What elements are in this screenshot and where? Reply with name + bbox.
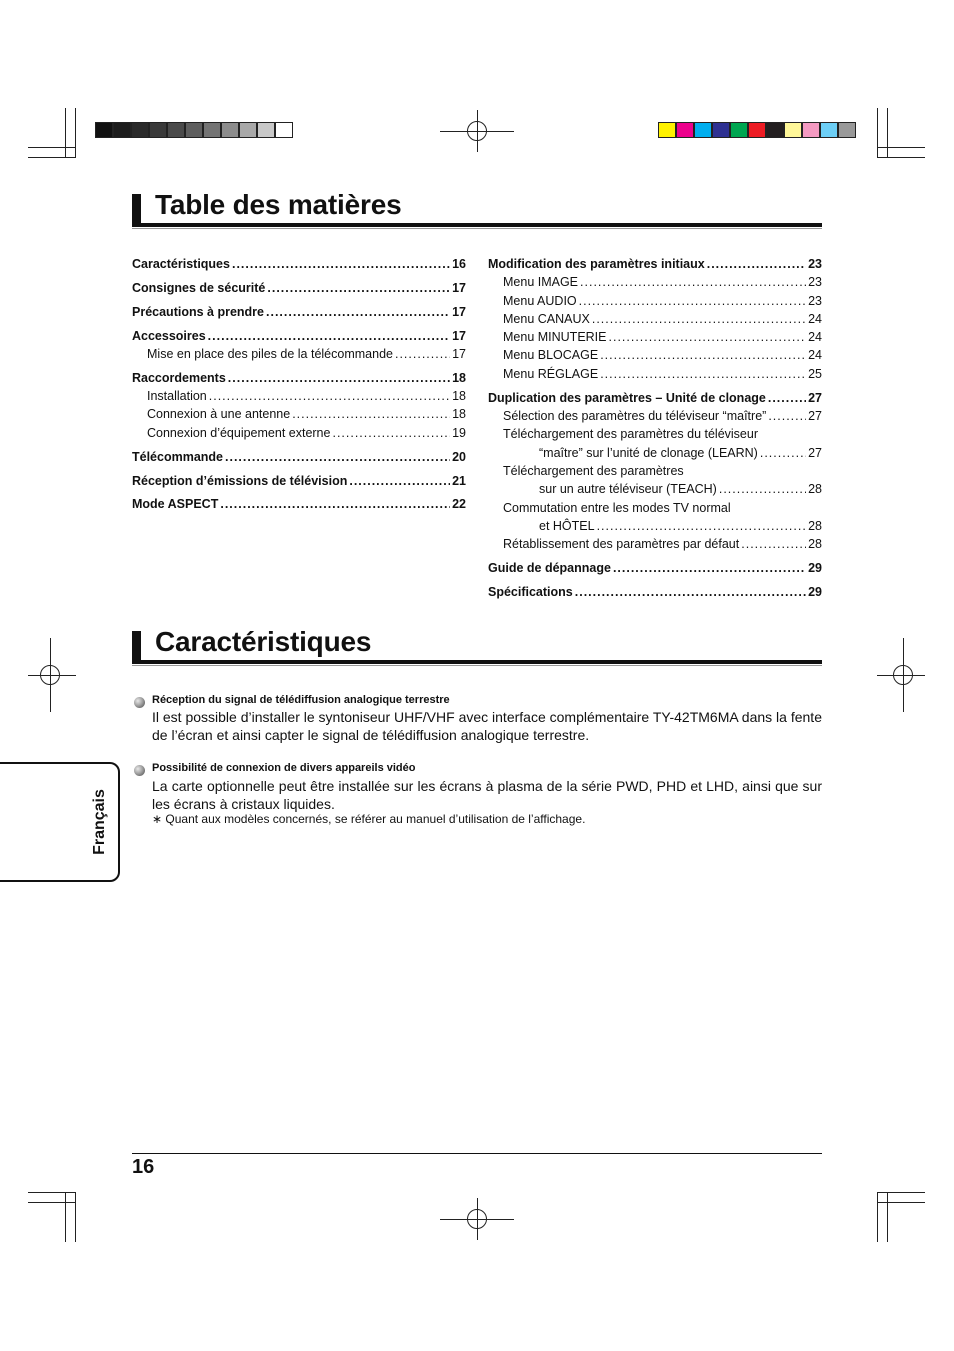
heading-rule-shadow <box>132 228 822 229</box>
toc-entry <box>488 519 822 534</box>
toc-entry <box>488 446 822 461</box>
toc-entry <box>488 330 822 345</box>
color-swatch <box>149 122 167 138</box>
toc-entry-label: Installation <box>147 389 207 403</box>
heading-rule-shadow <box>132 665 822 666</box>
dot-leader <box>208 329 450 344</box>
toc-entry <box>488 482 822 497</box>
toc-entry <box>488 294 822 309</box>
toc-entry-label: Menu MINUTERIE <box>503 330 607 344</box>
toc-entry-page: 24 <box>808 312 822 326</box>
color-swatch <box>838 122 856 138</box>
toc-entry <box>132 371 466 386</box>
color-swatch <box>95 122 113 138</box>
dot-leader <box>395 347 450 362</box>
dot-leader <box>719 482 806 497</box>
toc-entry <box>132 407 466 422</box>
toc-entry-page: 27 <box>808 446 822 460</box>
color-swatch <box>712 122 730 138</box>
toc-entry-label: Accessoires <box>132 329 206 343</box>
page-number: 16 <box>132 1156 155 1178</box>
dot-leader <box>266 305 450 320</box>
toc-entry <box>132 281 466 296</box>
toc-entry <box>488 275 822 290</box>
toc-entry-page: 17 <box>452 305 466 319</box>
color-swatch <box>167 122 185 138</box>
toc-entry-label: Réception d’émissions de télévision <box>132 474 348 488</box>
feature-title: Possibilité de connexion de divers appareils vidéo <box>152 762 416 774</box>
color-swatch <box>239 122 257 138</box>
toc-entry <box>488 585 822 600</box>
color-swatch <box>113 122 131 138</box>
dot-leader <box>349 474 450 489</box>
toc-entry-page: 28 <box>808 519 822 533</box>
toc-entry <box>132 305 466 320</box>
color-swatch <box>694 122 712 138</box>
toc-entry-page: 24 <box>808 348 822 362</box>
dot-leader <box>600 348 806 363</box>
toc-entry-page: 17 <box>452 329 466 343</box>
toc-entry-label: Spécifications <box>488 585 573 599</box>
toc-entry-label: Connexion d’équipement externe <box>147 426 331 440</box>
color-swatch <box>185 122 203 138</box>
feature-text: Il est possible d’installer le syntoniseur UHF/VHF avec interface complémentaire TY-42TM6MA dans la fente de l’écran et ainsi capter le signal de télédiffusion analogique terrestre. <box>152 709 822 743</box>
toc-entry <box>132 257 466 272</box>
toc-entry-page: 19 <box>452 426 466 440</box>
color-swatch <box>748 122 766 138</box>
heading-rule <box>132 223 822 227</box>
dot-leader <box>232 257 450 272</box>
heading-bar <box>132 631 141 663</box>
dot-leader <box>228 371 450 386</box>
toc-right-column <box>488 257 822 602</box>
dot-leader <box>225 450 450 465</box>
toc-entry-label: Raccordements <box>132 371 226 385</box>
grayscale-color-bar <box>95 122 293 138</box>
heading-rule <box>132 660 822 664</box>
color-swatch <box>766 122 784 138</box>
dot-leader <box>209 389 450 404</box>
dot-leader <box>579 294 806 309</box>
toc-left-column <box>132 257 466 517</box>
toc-entry-page: 16 <box>452 257 466 271</box>
toc-entry <box>132 389 466 404</box>
color-swatch <box>257 122 275 138</box>
toc-entry: Téléchargement des paramètres du téléviseur <box>503 427 758 441</box>
toc-entry-label: Sélection des paramètres du téléviseur “maître” <box>503 409 767 423</box>
color-swatch <box>131 122 149 138</box>
toc-entry-label: “maître” sur l’unité de clonage (LEARN) <box>539 446 758 460</box>
toc-entry-label: Connexion à une antenne <box>147 407 291 421</box>
toc-entry-page: 29 <box>808 585 822 599</box>
toc-entry-page: 17 <box>452 347 466 361</box>
process-color-bar <box>658 122 856 138</box>
heading-bar <box>132 194 141 226</box>
toc-entry: Commutation entre les modes TV normal <box>503 501 731 515</box>
dot-leader <box>741 537 806 552</box>
footnote: ∗ Quant aux modèles concernés, se référer au manuel d’utilisation de l’affichage. <box>152 812 586 826</box>
toc-entry <box>488 561 822 576</box>
features-title: Caractéristiques <box>155 626 372 657</box>
toc-entry-page: 27 <box>808 409 822 423</box>
color-swatch <box>203 122 221 138</box>
toc-entry-page: 29 <box>808 561 822 575</box>
toc-entry <box>132 347 466 362</box>
color-swatch <box>784 122 802 138</box>
toc-entry-page: 23 <box>808 294 822 308</box>
toc-entry <box>488 537 822 552</box>
toc-entry-label: Menu IMAGE <box>503 275 579 289</box>
toc-entry <box>132 426 466 441</box>
toc-entry-page: 21 <box>452 474 466 488</box>
toc-entry-label: Rétablissement des paramètres par défaut <box>503 537 740 551</box>
color-swatch <box>820 122 838 138</box>
toc-entry: Téléchargement des paramètres <box>503 464 684 478</box>
toc-entry-page: 22 <box>452 497 466 511</box>
toc-entry-page: 25 <box>808 367 822 381</box>
toc-entry <box>488 409 822 424</box>
bullet-icon <box>134 765 145 776</box>
dot-leader <box>292 407 450 422</box>
toc-entry <box>132 450 466 465</box>
color-swatch <box>275 122 293 138</box>
dot-leader <box>580 275 806 290</box>
toc-entry-label: Précautions à prendre <box>132 305 264 319</box>
toc-entry-page: 17 <box>452 281 466 295</box>
feature-text: La carte optionnelle peut être installée sur les écrans à plasma de la série PWD, PHD et LHD, ainsi que sur les écrans à cristaux liquides. <box>152 778 822 812</box>
toc-entry-page: 20 <box>452 450 466 464</box>
dot-leader <box>613 561 806 576</box>
toc-entry <box>488 391 822 406</box>
toc-entry-label: Mode ASPECT <box>132 497 219 511</box>
toc-entry-page: 28 <box>808 537 822 551</box>
footer-rule <box>132 1153 822 1154</box>
toc-entry <box>488 367 822 382</box>
dot-leader <box>592 312 806 327</box>
color-swatch <box>802 122 820 138</box>
dot-leader <box>600 367 806 382</box>
toc-entry-label: Télécommande <box>132 450 224 464</box>
toc-entry-page: 23 <box>808 275 822 289</box>
feature-title: Réception du signal de télédiffusion analogique terrestre <box>152 694 450 706</box>
toc-entry-label: Guide de dépannage <box>488 561 611 575</box>
dot-leader <box>707 257 806 272</box>
toc-entry-label: Consignes de sécurité <box>132 281 266 295</box>
dot-leader <box>332 426 450 441</box>
toc-entry-page: 27 <box>808 391 822 405</box>
language-tab-label: Français <box>91 789 108 855</box>
dot-leader <box>267 281 450 296</box>
toc-entry <box>488 257 822 272</box>
toc-entry <box>488 312 822 327</box>
toc-entry-label: Menu BLOCAGE <box>503 348 599 362</box>
dot-leader <box>768 391 806 406</box>
toc-entry-label: Caractéristiques <box>132 257 230 271</box>
dot-leader <box>597 519 807 534</box>
toc-entry-page: 23 <box>808 257 822 271</box>
toc-entry <box>132 474 466 489</box>
toc-entry-label: Menu CANAUX <box>503 312 590 326</box>
dot-leader <box>220 497 450 512</box>
toc-entry-label: Mise en place des piles de la télécommande <box>147 347 393 361</box>
color-swatch <box>658 122 676 138</box>
toc-entry-page: 28 <box>808 482 822 496</box>
toc-entry-label: Menu AUDIO <box>503 294 577 308</box>
color-swatch <box>730 122 748 138</box>
toc-entry-label: Menu RÉGLAGE <box>503 367 599 381</box>
toc-title: Table des matières <box>155 189 402 220</box>
toc-entry-label: Modification des paramètres initiaux <box>488 257 705 271</box>
toc-entry <box>132 497 466 512</box>
toc-entry-page: 18 <box>452 407 466 421</box>
toc-entry-page: 18 <box>452 371 466 385</box>
toc-entry-page: 24 <box>808 330 822 344</box>
toc-entry-label: sur un autre téléviseur (TEACH) <box>539 482 717 496</box>
bullet-icon <box>134 697 145 708</box>
toc-entry <box>488 348 822 363</box>
dot-leader <box>768 409 806 424</box>
dot-leader <box>760 446 806 461</box>
toc-entry <box>132 329 466 344</box>
color-swatch <box>221 122 239 138</box>
toc-entry-page: 18 <box>452 389 466 403</box>
dot-leader <box>609 330 807 345</box>
dot-leader <box>575 585 806 600</box>
toc-entry-label: et HÔTEL <box>539 519 595 533</box>
color-swatch <box>676 122 694 138</box>
toc-entry-label: Duplication des paramètres – Unité de clonage <box>488 391 766 405</box>
